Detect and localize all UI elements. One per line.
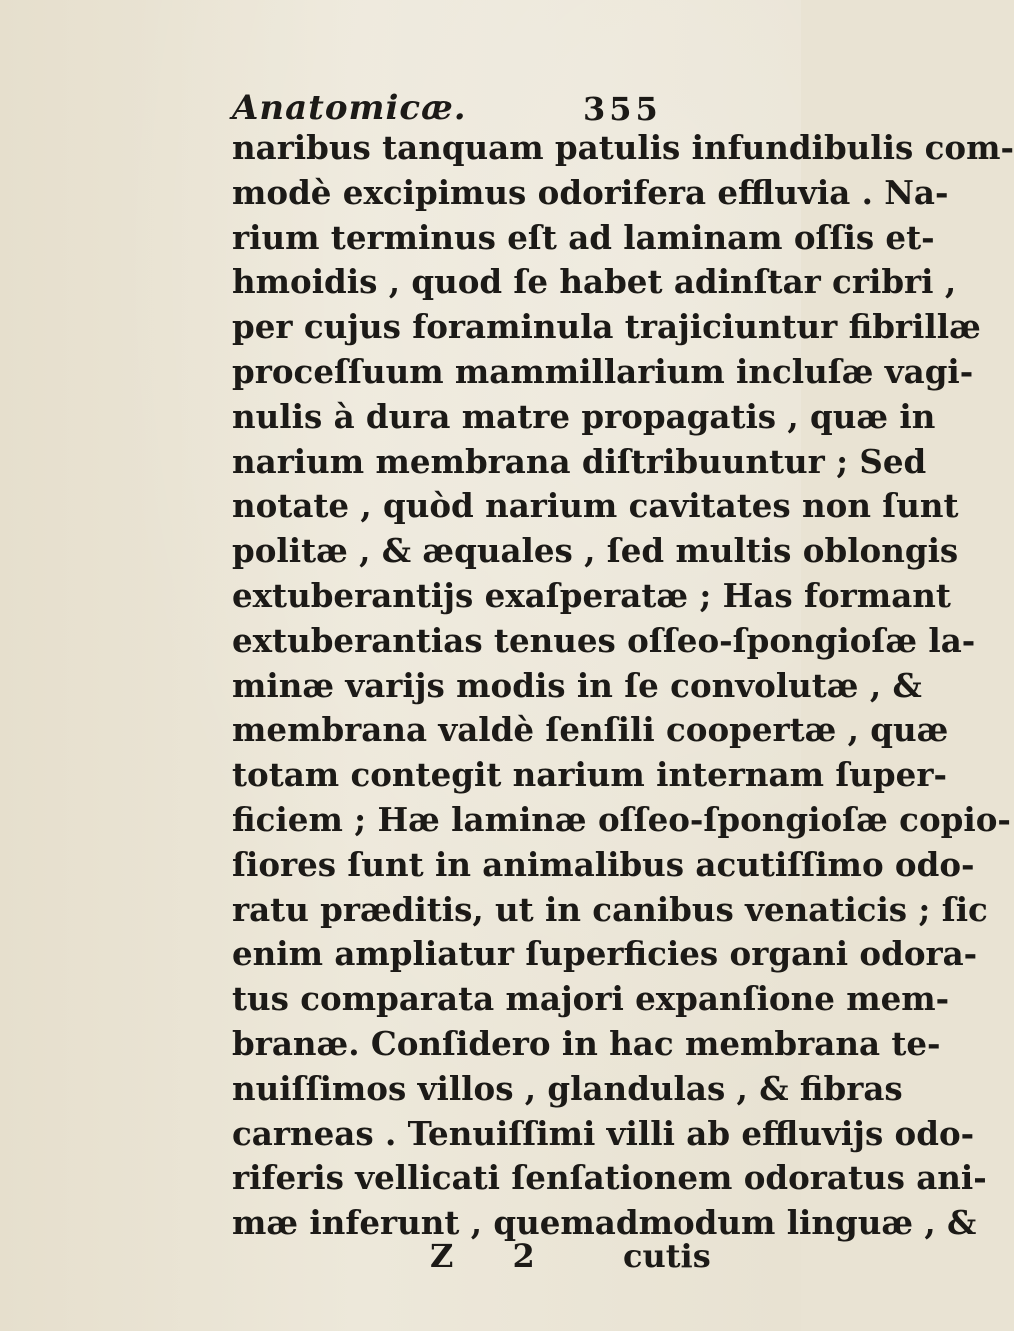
catchword: cutis [623,1237,711,1275]
text-line: branæ. Conſidero in hac membrana te- [232,1023,941,1063]
text-line: naribus tanquam patulis infundibulis com- [232,128,1014,167]
text-line: carneas . Tenuiſſimi villi ab effluvijs odo- [232,1113,975,1153]
text-line: ratu præditis, ut in canibus venaticis ; ſic [232,889,988,929]
text-line: tus comparata majori expanſione mem- [232,979,950,1019]
text-line: notate , quòd narium cavitates non ſunt [232,486,959,526]
body-text [232,126,1014,1246]
running-head: Anatomicæ. [232,88,467,128]
text-line: per cujus foraminula trajiciuntur fibrillæ [232,307,981,347]
text-line: hmoidis , quod ſe habet adinſtar cribri , [232,262,957,302]
text-line: ſiores ſunt in animalibus acutiſſimo odo- [232,844,975,884]
text-line: enim ampliatur ſuperficies organi odora- [232,934,978,974]
text-line: riferis vellicati ſenſationem odoratus ani- [232,1158,987,1198]
text-line: proceſſuum mammillarium incluſæ vagi- [232,351,974,391]
text-line: mæ inferunt , quemadmodum linguæ , & [232,1203,977,1243]
text-line: nuiſſimos villos , glandulas , & fibras [232,1068,903,1108]
text-line: extuberantijs exaſperatæ ; Has formant [232,575,951,615]
text-line: ficiem ; Hæ laminæ oſſeo-ſpongioſæ copio- [232,799,1011,839]
signature-mark: Z 2 [430,1237,559,1275]
page-footer [0,1237,801,1277]
text-line: nulis à dura matre propagatis , quæ in [232,396,936,436]
text-line: rium terminus eſt ad laminam oſſis et- [232,217,935,257]
page-number: 355 [583,90,662,128]
text-line: totam contegit narium internam ſuper- [232,755,947,795]
text-line: politæ , & æquales , ſed multis oblongis [232,531,959,571]
text-line: narium membrana diſtribuuntur ; Sed [232,441,927,481]
text-line: modè excipimus odorifera effluvia . Na- [232,172,949,212]
text-line: extuberantias tenues oſſeo-ſpongioſæ la- [232,620,976,660]
text-line: minæ varijs modis in ſe convolutæ , & [232,665,922,705]
text-line: membrana valdè ſenſili coopertæ , quæ [232,710,949,750]
